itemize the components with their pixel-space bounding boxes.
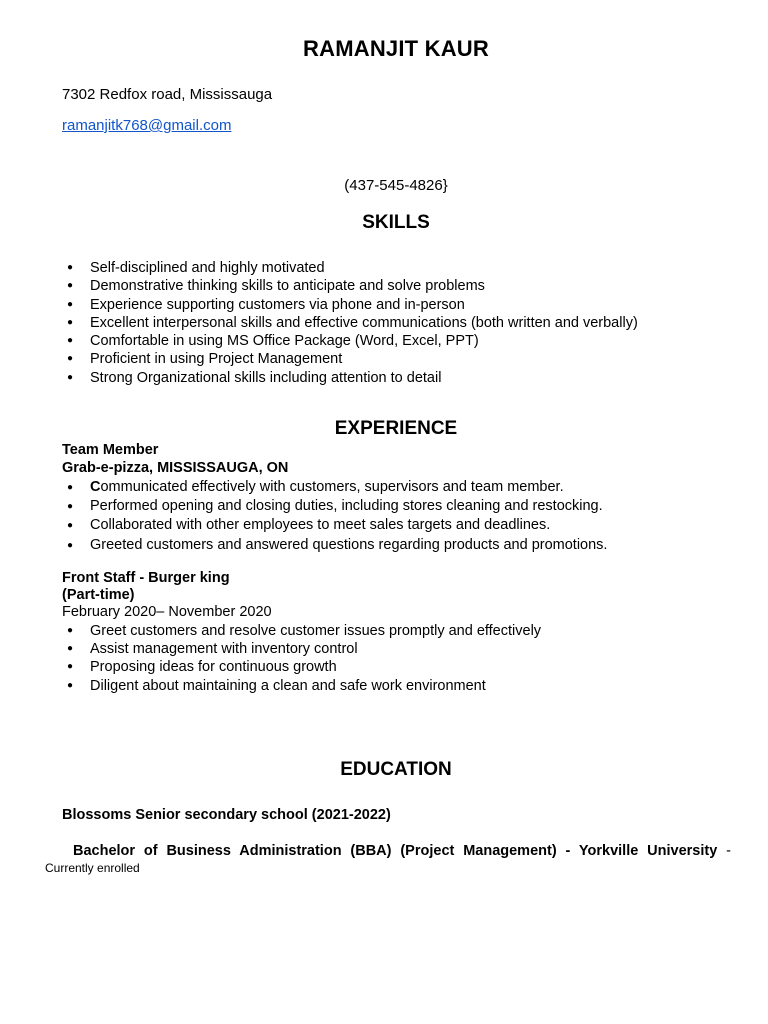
first-letter: C <box>90 479 101 495</box>
list-item: ● Strong Organizational skills including attention to detail <box>0 369 638 387</box>
list-item: ● Proficient in using Project Management <box>0 350 638 368</box>
list-item: ● Greet customers and resolve customer issues promptly and effectively <box>0 622 541 640</box>
school-entry: Blossoms Senior secondary school (2021-2022) <box>62 807 391 823</box>
list-item: ● Performed opening and closing duties, including stores cleaning and restocking. <box>0 497 607 516</box>
list-item: ● Greeted customers and answered questions regarding products and promotions. <box>0 536 607 555</box>
list-item: ● Diligent about maintaining a clean and safe work environment <box>0 677 541 695</box>
experience-heading: EXPERIENCE <box>334 418 458 439</box>
list-item: ● Self-disciplined and highly motivated <box>0 259 638 277</box>
skills-list <box>0 259 638 387</box>
job-duties-list <box>0 622 541 695</box>
degree-dash: - <box>726 843 732 859</box>
list-item <box>0 478 607 497</box>
job-dates: February 2020– November 2020 <box>62 604 272 620</box>
list-item: ● Experience supporting customers via phone and in-person <box>0 296 638 314</box>
job-duties-list <box>0 478 607 555</box>
job-title: Team Member <box>62 442 159 458</box>
address: 7302 Redfox road, Mississauga <box>62 86 273 103</box>
degree-entry <box>73 843 731 859</box>
degree-status: Currently enrolled <box>45 861 140 875</box>
list-item: ● Proposing ideas for continuous growth <box>0 658 541 676</box>
resume-name: RAMANJIT KAUR <box>303 36 489 61</box>
list-item: ● Collaborated with other employees to meet sales targets and deadlines. <box>0 516 607 535</box>
list-item: ● Excellent interpersonal skills and effective communications (both written and verbally) <box>0 314 638 332</box>
phone-number: (437-545-4826} <box>344 177 448 194</box>
list-item: ● Comfortable in using MS Office Package (Word, Excel, PPT) <box>0 332 638 350</box>
list-item: ● Demonstrative thinking skills to anticipate and solve problems <box>0 277 638 295</box>
list-item-text: ommunicated effectively with customers, supervisors and team member. <box>100 479 564 495</box>
job-type: (Part-time) <box>62 587 135 603</box>
education-heading: EDUCATION <box>340 759 452 780</box>
skills-heading: SKILLS <box>362 212 430 233</box>
job-title: Front Staff - Burger king <box>62 570 230 586</box>
degree-text: Bachelor of Business Administration (BBA) (Project Management) - Yorkville University <box>73 843 718 859</box>
list-item: ● Assist management with inventory control <box>0 640 541 658</box>
job-company: Grab-e-pizza, MISSISSAUGA, ON <box>62 460 289 476</box>
email-link[interactable]: ramanjitk768@gmail.com <box>62 117 232 134</box>
